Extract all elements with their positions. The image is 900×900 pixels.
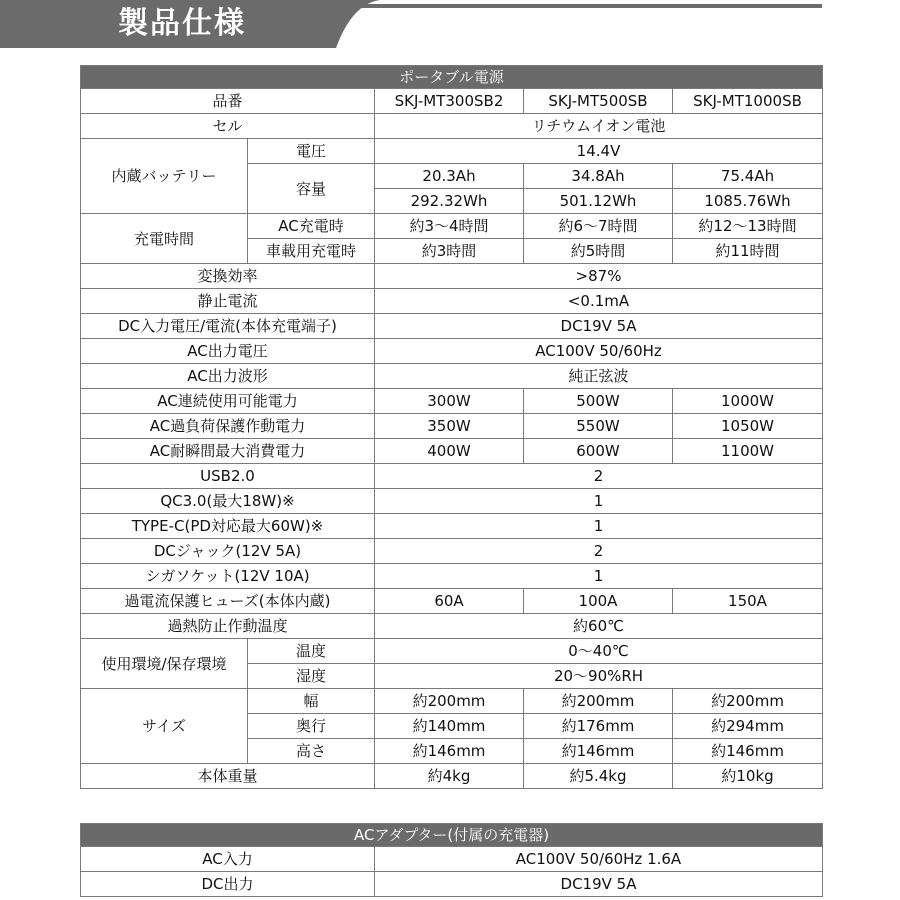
sub-label: 幅 [248,689,375,714]
row-label: AC出力波形 [81,364,375,389]
row-label: USB2.0 [81,464,375,489]
row-label: AC入力 [81,847,375,872]
model-name: SKJ-MT1000SB [673,89,823,114]
row-label: AC連続使用可能電力 [81,389,375,414]
cell-value: 約140mm [375,714,524,739]
sub-label: 高さ [248,739,375,764]
cell-value: 34.8Ah [524,164,673,189]
group-label: 内蔵バッテリー [81,139,248,214]
table-row [81,847,823,872]
cell-value: 1000W [673,389,823,414]
cell-value: 150A [673,589,823,614]
model-name: SKJ-MT300SB2 [375,89,524,114]
cell-value: 60A [375,589,524,614]
table-row [81,489,823,514]
cell-value: 501.12Wh [524,189,673,214]
row-label: シガソケット(12V 10A) [81,564,375,589]
cell-value: 約146mm [375,739,524,764]
table-row [81,214,823,239]
row-label: TYPE-C(PD対応最大60W)※ [81,514,375,539]
row-value: DC19V 5A [375,314,823,339]
row-label: 本体重量 [81,764,375,789]
cell-value: 500W [524,389,673,414]
sub-label: 電圧 [248,139,375,164]
table-row [81,872,823,897]
row-value: 1 [375,489,823,514]
table-header-row [81,66,823,89]
cell-value: 約146mm [673,739,823,764]
cell-value: 約12～13時間 [673,214,823,239]
row-value: 1 [375,514,823,539]
table-row [81,139,823,164]
row-value: >87% [375,264,823,289]
title-rule [330,4,822,8]
row-label: AC耐瞬間最大消費電力 [81,439,375,464]
cell-value: 1050W [673,414,823,439]
cell-value: 約6～7時間 [524,214,673,239]
row-label: AC出力電圧 [81,339,375,364]
table-row [81,539,823,564]
table-row [81,564,823,589]
cell-value: 350W [375,414,524,439]
table-row [81,614,823,639]
cell-value: 400W [375,439,524,464]
cell-value: 約11時間 [673,239,823,264]
row-value: 14.4V [375,139,823,164]
cell-value: 約146mm [524,739,673,764]
cell-value: 20.3Ah [375,164,524,189]
row-value: AC100V 50/60Hz [375,339,823,364]
table-row [81,89,823,114]
sub-label: 温度 [248,639,375,664]
table-row [81,389,823,414]
table-row [81,689,823,714]
cell-value: 75.4Ah [673,164,823,189]
page-title: 製品仕様 [118,6,246,41]
cell-value: 約5.4kg [524,764,673,789]
cell-value: 1085.76Wh [673,189,823,214]
sub-label: 容量 [248,164,375,214]
table-row [81,639,823,664]
row-value: 純正弦波 [375,364,823,389]
row-value: <0.1mA [375,289,823,314]
table-row [81,589,823,614]
table-row [81,464,823,489]
row-label: QC3.0(最大18W)※ [81,489,375,514]
table-row [81,289,823,314]
model-label: 品番 [81,89,375,114]
sub-label: 奥行 [248,714,375,739]
table-row [81,414,823,439]
sub-label: AC充電時 [248,214,375,239]
table-row [81,439,823,464]
cell-value: 約200mm [375,689,524,714]
cell-value: 約3時間 [375,239,524,264]
table-row [81,114,823,139]
row-value: 2 [375,539,823,564]
row-label: DC出力 [81,872,375,897]
battery-spec-table [80,65,823,789]
table-row [81,264,823,289]
table-header-row [81,824,823,847]
row-label: DCジャック(12V 5A) [81,539,375,564]
model-name: SKJ-MT500SB [524,89,673,114]
row-label: 過熱防止作動温度 [81,614,375,639]
cell-value: 約200mm [673,689,823,714]
row-value: 約60℃ [375,614,823,639]
group-label: 使用環境/保存環境 [81,639,248,689]
table-row [81,364,823,389]
row-label: セル [81,114,375,139]
row-value: 1 [375,564,823,589]
cell-value: 100A [524,589,673,614]
cell-value: 約176mm [524,714,673,739]
row-value: 2 [375,464,823,489]
adapter-table-header: ACアダプター(付属の充電器) [81,824,823,847]
row-value: 0～40℃ [375,639,823,664]
row-value: AC100V 50/60Hz 1.6A [375,847,823,872]
sub-label: 湿度 [248,664,375,689]
sub-label: 車載用充電時 [248,239,375,264]
row-value: リチウムイオン電池 [375,114,823,139]
cell-value: 約3～4時間 [375,214,524,239]
table-row [81,339,823,364]
cell-value: 292.32Wh [375,189,524,214]
cell-value: 550W [524,414,673,439]
group-label: サイズ [81,689,248,764]
table-row [81,314,823,339]
cell-value: 600W [524,439,673,464]
cell-value: 1100W [673,439,823,464]
adapter-spec-table [80,823,823,897]
page-title-banner [0,0,380,48]
row-value: DC19V 5A [375,872,823,897]
cell-value: 約294mm [673,714,823,739]
row-label: AC過負荷保護作動電力 [81,414,375,439]
cell-value: 300W [375,389,524,414]
table-row [81,764,823,789]
row-label: 静止電流 [81,289,375,314]
row-label: 過電流保護ヒューズ(本体内蔵) [81,589,375,614]
cell-value: 約5時間 [524,239,673,264]
row-label: DC入力電圧/電流(本体充電端子) [81,314,375,339]
cell-value: 約4kg [375,764,524,789]
table-row [81,514,823,539]
row-label: 変換効率 [81,264,375,289]
battery-table-header: ポータブル電源 [81,66,823,89]
cell-value: 約200mm [524,689,673,714]
row-value: 20～90%RH [375,664,823,689]
cell-value: 約10kg [673,764,823,789]
group-label: 充電時間 [81,214,248,264]
